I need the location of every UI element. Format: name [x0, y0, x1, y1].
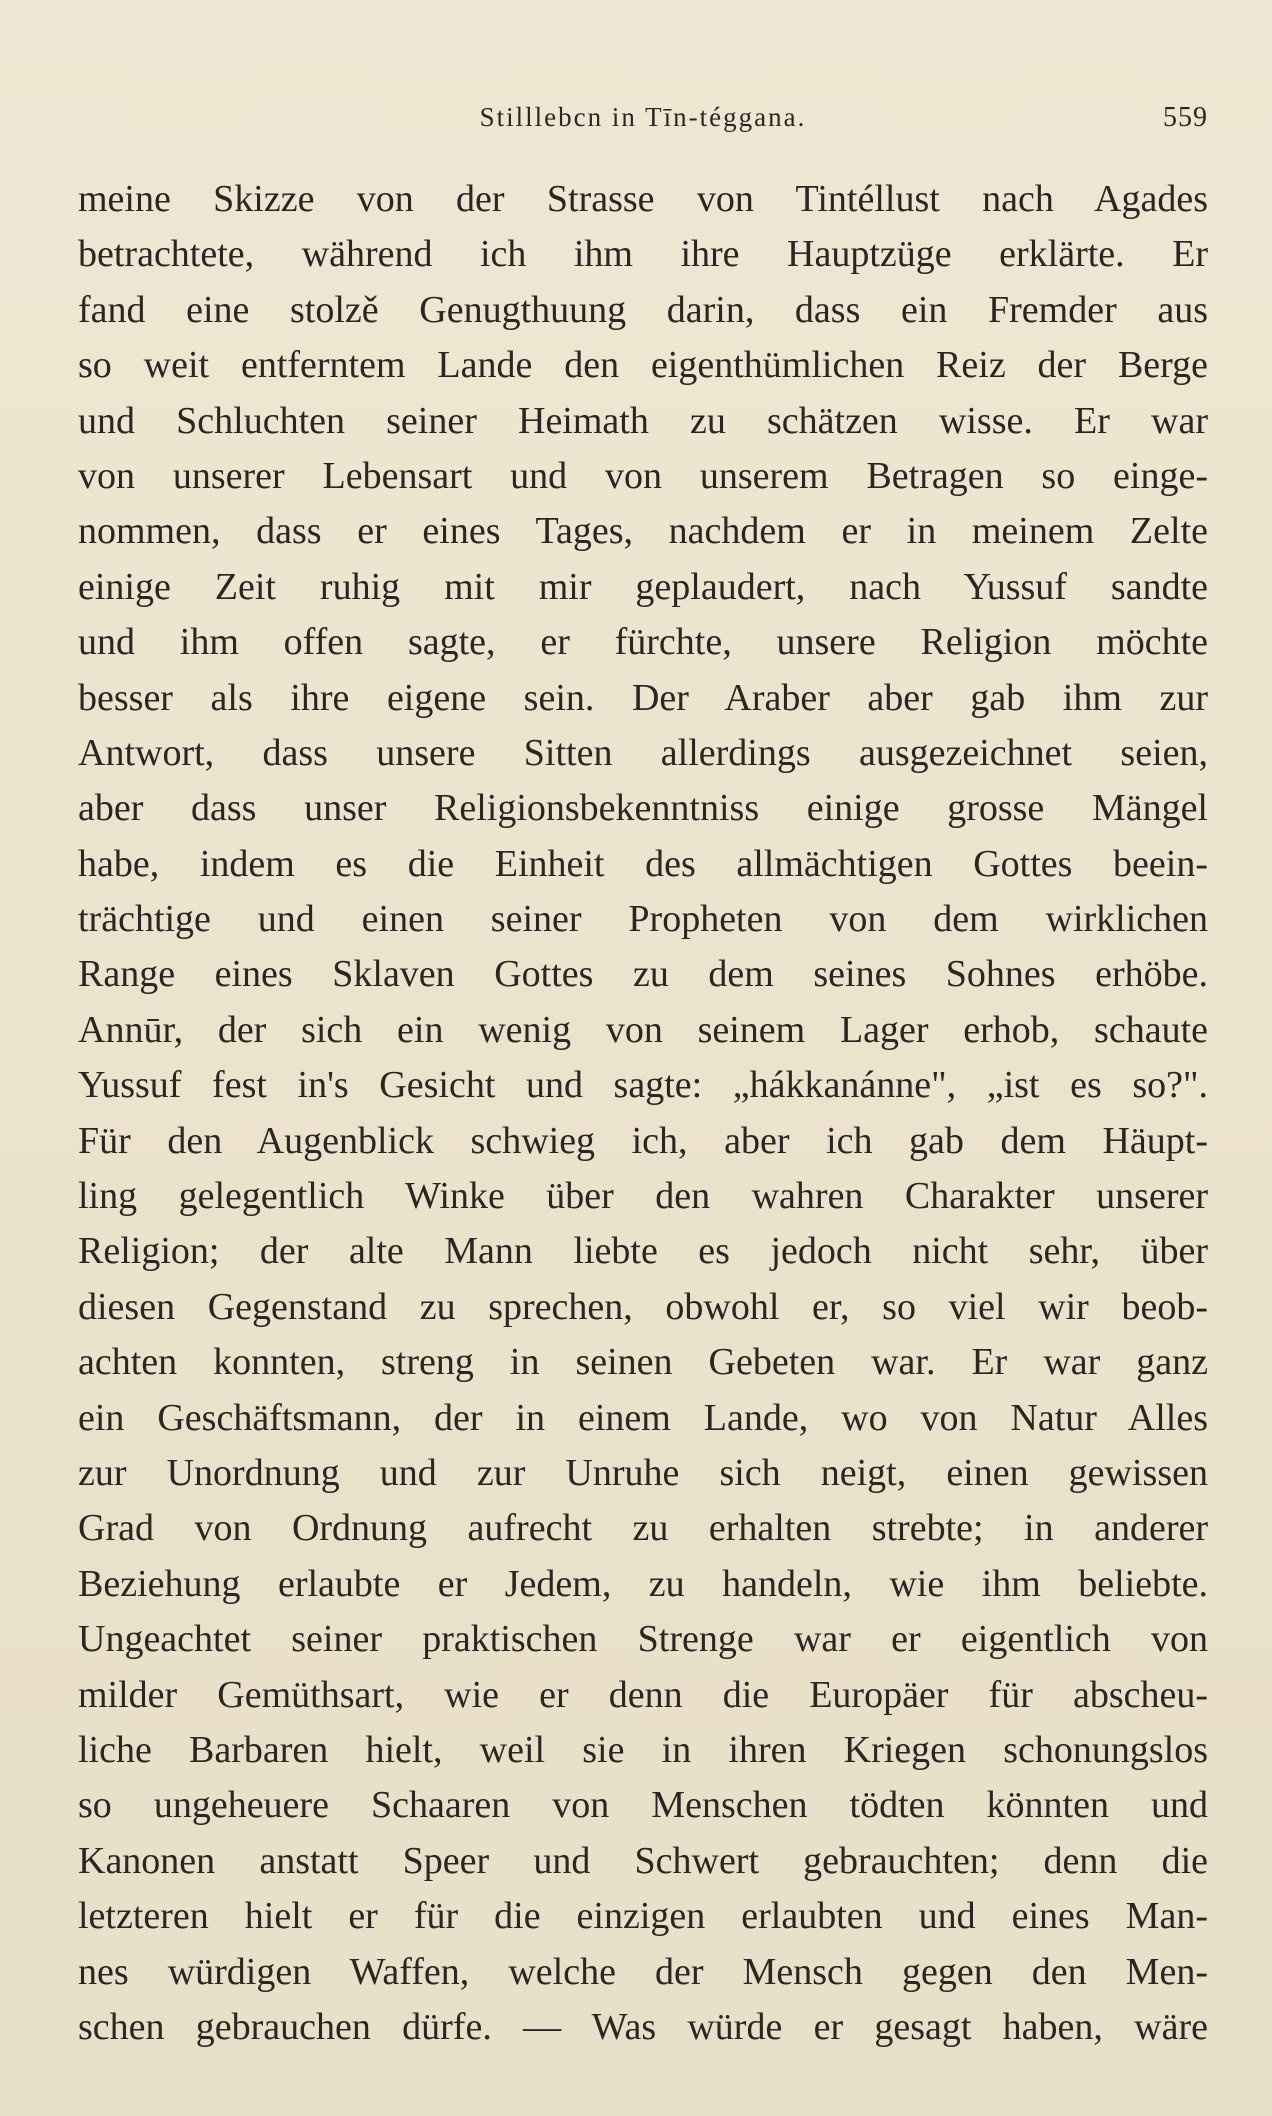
page-number: 559	[1163, 102, 1208, 133]
text-line: Annūr, der sich ein wenig von seinem Lager erhob, schaute	[78, 1008, 1208, 1051]
text-line: besser als ihre eigene sein. Der Araber aber gab ihm zur	[78, 676, 1208, 719]
text-line: achten konnten, streng in seinen Gebeten war. Er war ganz	[78, 1341, 1208, 1384]
text-line: aber dass unser Religionsbekenntniss einige grosse Mängel	[78, 787, 1208, 830]
text-line: Kanonen anstatt Speer und Schwert gebrauchten; denn die	[78, 1839, 1208, 1882]
text-line: von unserer Lebensart und von unserem Betragen so einge-	[78, 454, 1208, 497]
text-line: letzteren hielt er für die einzigen erlaubten und eines Man-	[78, 1895, 1208, 1938]
text-line: einige Zeit ruhig mit mir geplaudert, nach Yussuf sandte	[78, 565, 1208, 608]
text-line: nommen, dass er eines Tages, nachdem er in meinem Zelte	[78, 510, 1208, 553]
text-line: schen gebrauchen dürfe. — Was würde er gesagt haben, wäre	[78, 2005, 1208, 2048]
text-line: ein Geschäftsmann, der in einem Lande, wo von Natur Alles	[78, 1396, 1208, 1439]
text-line: Yussuf fest in's Gesicht und sagte: „hákkanánne", „ist es so?".	[78, 1064, 1208, 1107]
text-line: Grad von Ordnung aufrecht zu erhalten strebte; in anderer	[78, 1507, 1208, 1550]
text-line: Antwort, dass unsere Sitten allerdings ausgezeichnet seien,	[78, 731, 1208, 774]
text-line: Beziehung erlaubte er Jedem, zu handeln, wie ihm beliebte.	[78, 1562, 1208, 1605]
text-line: und Schluchten seiner Heimath zu schätzen wisse. Er war	[78, 399, 1208, 442]
page-header	[78, 98, 1208, 138]
text-line: so ungeheuere Schaaren von Menschen tödten könnten und	[78, 1784, 1208, 1827]
text-line: habe, indem es die Einheit des allmächtigen Gottes beein-	[78, 842, 1208, 885]
text-line: liche Barbaren hielt, weil sie in ihren Kriegen schonungslos	[78, 1728, 1208, 1771]
text-line: Range eines Sklaven Gottes zu dem seines Sohnes erhöbe.	[78, 953, 1208, 996]
text-line: so weit entferntem Lande den eigenthümlichen Reiz der Berge	[78, 344, 1208, 387]
text-line: milder Gemüthsart, wie er denn die Europäer für abscheu-	[78, 1673, 1208, 1716]
text-line: Für den Augenblick schwieg ich, aber ich gab dem Häupt-	[78, 1119, 1208, 1162]
running-title: Stilllebcn in Tīn-téggana.	[479, 102, 807, 132]
text-line: betrachtete, während ich ihm ihre Hauptzüge erklärte. Er	[78, 233, 1208, 276]
text-line: meine Skizze von der Strasse von Tintéllust nach Agades	[78, 178, 1208, 220]
text-line: Religion; der alte Mann liebte es jedoch nicht sehr, über	[78, 1230, 1208, 1273]
text-line: diesen Gegenstand zu sprechen, obwohl er, so viel wir beob-	[78, 1285, 1208, 1328]
text-line: und ihm offen sagte, er fürchte, unsere Religion möchte	[78, 621, 1208, 664]
text-line: nes würdigen Waffen, welche der Mensch gegen den Men-	[78, 1950, 1208, 1993]
text-line: zur Unordnung und zur Unruhe sich neigt, einen gewissen	[78, 1451, 1208, 1494]
text-line: Ungeachtet seiner praktischen Strenge war er eigentlich von	[78, 1618, 1208, 1661]
text-line: fand eine stolzě Genugthuung darin, dass ein Fremder aus	[78, 288, 1208, 331]
text-line: ling gelegentlich Winke über den wahren Charakter unserer	[78, 1175, 1208, 1218]
body-text	[78, 172, 1208, 2055]
text-line: trächtige und einen seiner Propheten von dem wirklichen	[78, 898, 1208, 941]
